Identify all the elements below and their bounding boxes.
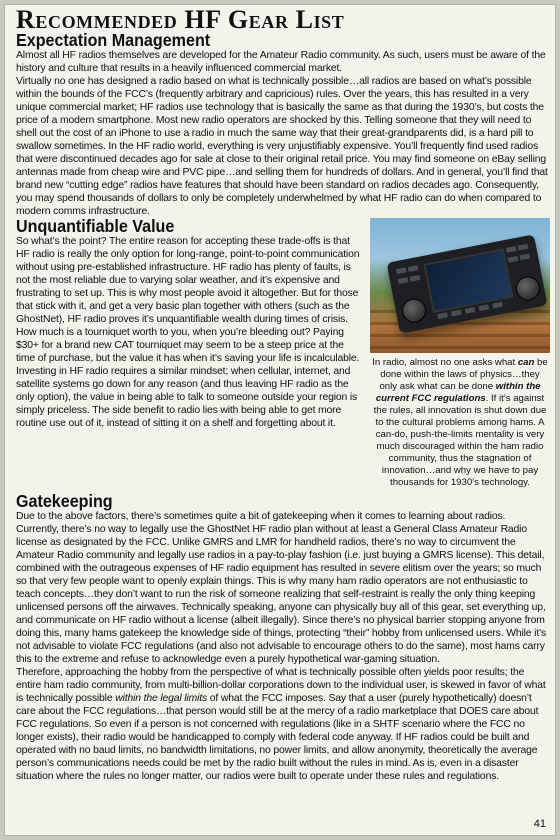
paragraph: Therefore, approaching the hobby from the perspective of what is technically possible often yields poor results; the entire ham radio community, from multi-billion-dollar corporations down to the individual user, is skewed in favor of what is technically possible within the legal limits of what the FCC imposes. Say that a user (purely hypothetically) doesn’t care about the FCC regulations…that person would still be at the mercy of a radio marketplace that DOES care about FCC regulations. So even if a person is not concerned with regulations (like in a SHTF scenario where the FCC no longer exists), their radio would be handicapped to comply with federal code anyway. If HF radios could be built and operated with no baud limits, no bandwidth limitations, no power limits, and allow anonymity, theoretically the average person’s communications needs could be met by the radio built without the rules in mind. As is, even in a disaster situation where the rules no longer matter, our radios were built to operate under these rules and regulations. [16,667,546,782]
figure-caption: In radio, almost no one asks what can be done within the laws of physics…they only ask what can be done within the current FCC regulations. If it’s against the rules, all innovation is shut down due to the cultural problems among hams. A can-do, push-the-limits mentality is very much discouraged within the ham radio community, thus the stagnation of innovation…and why we have to pay thousands for 1930’s technology. [372,357,548,488]
hf-radio-image [387,234,548,333]
paragraph: Virtually no one has designed a radio based on what is technically possible…all radios are based on what’s possible within the bounds of the FCC’s (frequently arbitrary and capricious) rules. Over the years, this has resulted in a very unique commercial market; HF radios use technology that is basically the same as that during the 1930’s, but costs the price of a modern smartphone. Most new radio operators are shocked by this. Telling someone that they will need to shell out the cost of an iPhone to use a radio in much the same way that their great-grandparents did, is a hard pill to swallow sometimes. In the HF radio world, everything is very unjustifiably expensive. You’ll frequently find used radios that were discontinued decades ago for sale at close to their original retail price. You may find someone on eBay selling antennas made from cheap wire and PVC pipe…and selling them for hundreds of dollars. And in general, you’ll find that brand new “cutting edge” radios have features that should have been standard on radios decades ago. Consequently, you may spend thousands of dollars to only be completely underwhelmed by what HF radio can do when compared to modern comms infrastructure. [16,76,548,217]
section-heading-expectation: Expectation Management [16,30,211,50]
radio-figure [370,218,550,489]
section-heading-gatekeeping: Gatekeeping [16,491,113,511]
radio-photo [370,218,550,353]
paragraph: So what’s the point? The entire reason for accepting these trade-offs is that HF radio is really the only option for long-range, point-to-point communication without using pre-established infrastructure. HF radio has plenty of faults, is not the most reliable due to varying solar weather, and it’s expensive and frustrating to set up. This is why most people avoid it altogether. But for those that stick with it, and get a very basic plan together with others (such as the GhostNet), HF radio proves it’s unquantifiable wealth during times of crisis. [16,236,360,325]
paragraph: How much is a tourniquet worth to you, when you’re bleeding out? Paying $30+ for a brand new CAT tourniquet may seem to be a steep price at the time of purchase, but the value it has when it’s saving your life is incalculable. Investing in HF radio requires a similar mindset; when cellular, internet, and satellite systems go down for any reason (and thus leaving HF radio as the only option), the value in being able to talk to someone outside your region is simply priceless. The side benefit to radio lies with being able to get more routine use out of it, instead of sitting it on a shelf and forgetting about it. [16,327,360,429]
page-title: Recommended HF Gear List [16,5,345,34]
paragraph: Due to the above factors, there’s sometimes quite a bit of gatekeeping when it comes to learning about radios. Currently, there’s no way to legally use the GhostNet HF radio plan without at least a General Class Amateur Radio license as designated by the FCC. Unlike GMRS and LMR for handheld radios, there’s no way to circumvent the Amateur Radio community and legally use radios in a pay-to-play fashion (i.e. just buying a GMRS license). This detail, combined with the outrageous expenses of HF radio equipment has resulted in severe elitism over the years; so much so that very few people want to openly explain things. This is why many ham radio operators are not enthusiastic to teach concepts…they don’t want to run the risk of someone realizing that self-restraint is really the only thing keeping unlicensed persons off the airwaves. Technically speaking, anyone can physically buy all of this gear, set everything up, and communicate on HF radio without a license (albeit illegally). Since there’s no physical barrier stopping anyone from doing this, many hams gatekeep the knowledge side of things, protecting “their” hobby from unlicensed users. While it’s not advisable to violate FCC regulations (and also not advisable to encourage others to do the same), most hams carry this to the extreme and refuse to acknowledge even a purely hypothetical war-gaming situation. [16,511,547,665]
section-heading-unquantifiable: Unquantifiable Value [16,216,175,236]
paragraph: Almost all HF radios themselves are developed for the Amateur Radio community. As such, users must be aware of the history and culture that results in a heavily influenced commercial market. [16,50,546,74]
page-number: 41 [533,818,546,830]
